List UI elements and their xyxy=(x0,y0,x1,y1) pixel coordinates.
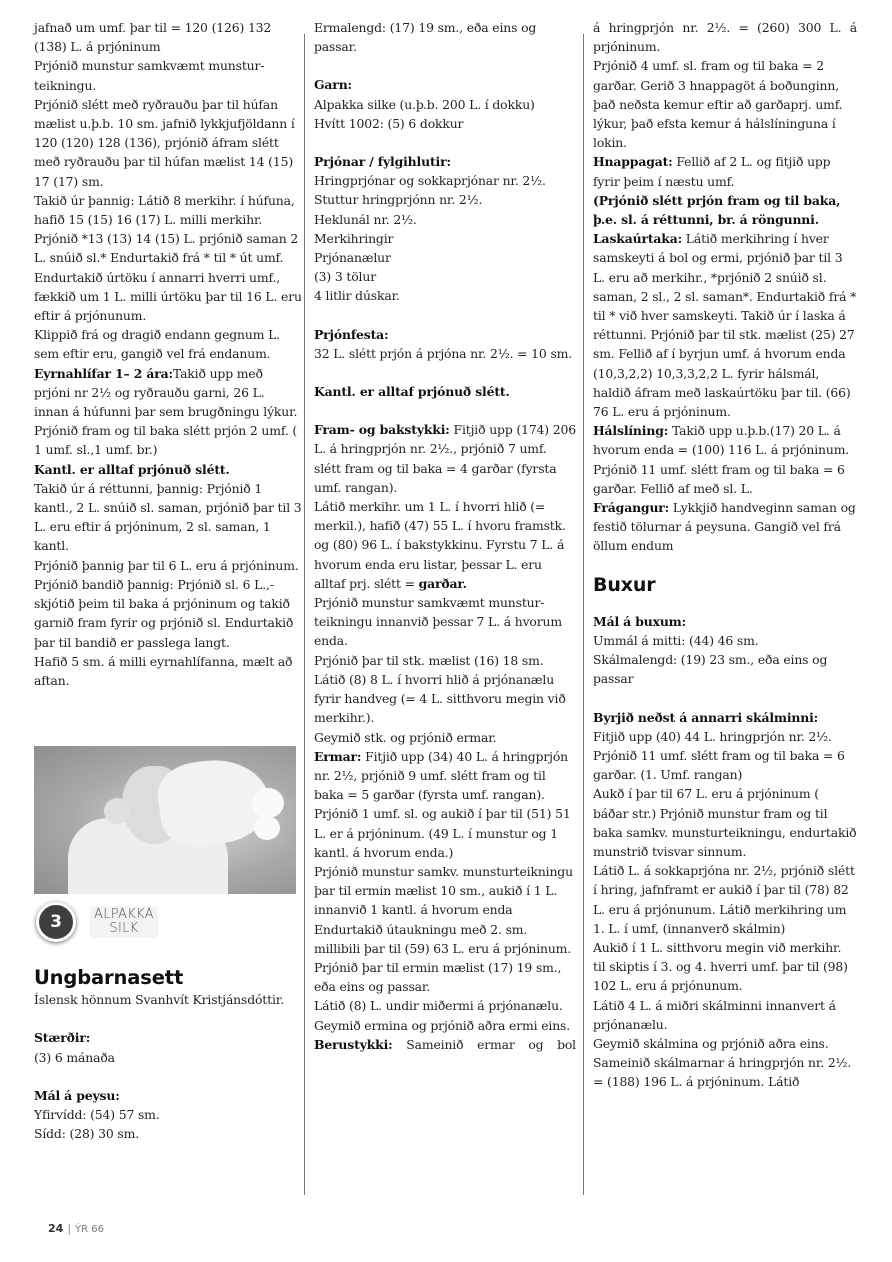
paragraph: Fitjið upp (40) 44 L. hringprjón nr. 2½. xyxy=(593,728,832,744)
paragraph: Endurtakið úrtöku í annarri hverri umf., fækkið um 1 L. milli úrtöku þar til 16 L. eru eftir á prjónunum. xyxy=(34,269,302,324)
footer-separator: | xyxy=(67,1222,72,1235)
finishing-text: Lykkjið handveginn saman og festið tölurnar á peysuna. Gangið vel frá öllum endum xyxy=(593,500,856,554)
leg-start-label xyxy=(593,708,857,727)
sweater-length: Sídd: (28) 30 sm. xyxy=(34,1126,140,1142)
edge-stitch-note-text: Kantl. er alltaf prjónuð slétt. xyxy=(34,461,230,477)
yoke-text: Sameinið ermar og bol xyxy=(392,1036,576,1052)
paragraph: Sameinið skálmarnar á hringprjón nr. 2½. = (188) 196 L. á prjóninum. Látið xyxy=(593,1055,852,1090)
paragraph: á hringprjón nr. 2½. = (260) 300 L. á prjóninum. xyxy=(593,20,857,55)
sweater-width: Yfirvídd: (54) 57 sm. xyxy=(34,1106,160,1122)
pants-leg-length: Skálmalengd: (19) 23 sm., eða eins og passar xyxy=(593,652,828,687)
raglan-label: Laskaúrtaka: xyxy=(593,231,683,247)
ear-flaps-label: Eyrnahlífar 1– 2 ára: xyxy=(34,365,173,381)
page-footer xyxy=(48,1222,104,1235)
pattern-title: Ungbarnasett xyxy=(34,966,184,990)
paragraph: Prjónið þar til ermin mælist (17) 19 sm., eða eins og passar. xyxy=(314,959,562,995)
paragraph: Prjónið fram og til baka slétt prjón 2 umf. ( 1 umf. sl.,1 umf. br.) xyxy=(34,423,298,458)
paragraph: Aukð í þar til 67 L. eru á prjóninum ( báðar str.) Prjónið munstur fram og til baka samkv. munsturteikningu, endurtakið munstrið tvisvar sinnum. xyxy=(593,786,857,859)
sleeves-text: Fitjið upp (34) 40 L. á hringprjón nr. 2½, prjónið 9 umf. slétt fram og til baka = 5 garðar (fyrsta umf. rangan). Prjónið 1 umf. sl. og aukið í þar til (51) 51 L. er á prjóninum. (49 L. í munstur og 1 kantl. á hvorum enda.) xyxy=(314,748,571,860)
paragraph: Prjónið munstur samkvæmt munsturteikningu. xyxy=(34,58,265,93)
yarn-label-text: Garn: xyxy=(314,77,352,93)
front-back-paragraph xyxy=(314,420,576,497)
sleeves-paragraph xyxy=(314,747,576,862)
needles-label-text: Prjónar / fylgihlutir: xyxy=(314,154,451,170)
paragraph: Takið úr á réttunni, þannig: Prjónið 1 kantl., 2 L. snúið sl. saman, prjónið þar til 3 L. eru eftir á prjóninum, 2 sl. saman, 1 kantl. xyxy=(34,480,302,554)
sizes-label-text: Stærðir: xyxy=(34,1030,91,1046)
paragraph: Látið (8) 8 L. í hvorri hlið á prjónanælu fyrir handveg (= 4 L. sitthvoru megin við merkihr.). xyxy=(314,671,566,726)
edge-stitch-note xyxy=(34,460,302,479)
leg-start-label-text: Byrjið neðst á annarri skálminni: xyxy=(593,709,819,725)
ear-flaps-text: Takið upp með prjóni nr 2½ og ryðrauðu garni, 26 L. innan á húfunni þar sem brugðningu lýkur. xyxy=(34,365,298,420)
paragraph: Látið L. á sokkaprjóna nr. 2½, prjónið slétt í hring, jafnframt er aukið í þar til (78) 82 L. eru á prjónunum. Látið merkihring um 1. L. í umf, (innanverð skálmin) xyxy=(593,863,855,936)
raglan-text: Látið merkihring í hver samskeyti á bol og ermi, prjónið þar til 3 L. eru að merkihr., *prjónið 2 snúið sl. saman, 2 sl., 2 sl. saman*. Endurtakið frá * til * við hver samskeyti. Takið úr í laska á réttunni. Prjónið þar til stk. mælist (25) 27 sm. Fellið af í byrjun umf. á hvorum enda (10,3,2,2) 10,3,3,2,2 L. fyrir hálsmál, haldið áfram með laskaúrtöku þar til. (66) 76 L. eru á prjóninum. xyxy=(593,231,857,420)
needles-item: Hringprjónar og sokkaprjónar nr. 2½. xyxy=(314,173,546,189)
garter-bold: garðar. xyxy=(418,575,467,591)
front-back-text: Fitjið upp (174) 206 L. á hringprjón nr. 2½., prjónið 7 umf. slétt fram og til baka = 4 garðar (fyrsta umf. rangan). xyxy=(314,422,576,495)
front-back-text2: Látið merkihr. um 1 L. í hvorri hlið (= merkil.), hafið (47) 55 L. í hvoru framstk. og (80) 96 L. í bakstykkinu. Fyrstu 7 L. á hvorum enda eru listar, þessar L. eru alltaf prj. slétt = xyxy=(314,499,566,591)
sleeve-length: Ermalengd: (17) 19 sm., eða eins og passar. xyxy=(314,20,537,55)
bold-note-text: (Prjónið slétt prjón fram og til baka, þ.e. sl. á réttunni, br. á röngunni. xyxy=(593,192,841,228)
paragraph: Hafið 5 sm. á milli eyrnahlífanna, mælt að aftan. xyxy=(34,653,293,688)
ear-flaps-paragraph xyxy=(34,364,302,422)
raglan-paragraph xyxy=(593,229,857,421)
yarn-brand-logo xyxy=(90,906,158,938)
needles-item: Prjónanælur xyxy=(314,250,391,266)
needles-item: Stuttur hringprjónn nr. 2½. xyxy=(314,192,483,208)
needles-item: Merkihringir xyxy=(314,230,394,246)
gauge-label-text: Prjónfesta: xyxy=(314,326,389,342)
yarn-line: Alpakka silke (u.þ.b. 200 L. í dokku) xyxy=(314,96,535,112)
paragraph: Geymið skálmina og prjónið aðra eins. xyxy=(593,1035,829,1051)
sweater-measure-label xyxy=(34,1086,302,1105)
paragraph: Takið úr þannig: Látið 8 merkihr. í húfuna, hafið 15 (15) 16 (17) L. milli merkihr. xyxy=(34,192,295,228)
yarn-badge-row xyxy=(34,902,302,942)
pants-waist: Ummál á mitti: (44) 46 sm. xyxy=(593,632,759,648)
sizes-label xyxy=(34,1028,302,1047)
paragraph xyxy=(314,497,576,593)
paragraph: Prjónið þar til stk. mælist (16) 18 sm. xyxy=(314,652,544,668)
paragraph: Aukið í 1 L. sitthvoru megin við merkihr. til skiptis í 3. og 4. hverri umf. þar til (98) 102 L. eru á prjónunum. xyxy=(593,939,848,994)
needles-item: Heklunál nr. 2½. xyxy=(314,211,417,227)
neckband-paragraph xyxy=(593,421,857,498)
buttonhole-paragraph xyxy=(593,152,857,190)
paragraph: Prjónið 11 umf. slétt fram og til baka = 6 garðar. (1. Umf. rangan) xyxy=(593,747,845,783)
paragraph: Látið (8) L. undir miðermi á prjónanælu. xyxy=(314,998,563,1014)
pattern-number-badge: 3 xyxy=(36,902,76,942)
baby-photo xyxy=(34,746,296,894)
finishing-label: Frágangur: xyxy=(593,500,670,516)
yoke-label: Berustykki: xyxy=(314,1036,393,1052)
sizes-value: (3) 6 mánaða xyxy=(34,1049,115,1065)
pants-heading: Buxur xyxy=(593,573,656,596)
edge-stitch-note-text: Kantl. er alltaf prjónuð slétt. xyxy=(314,384,510,400)
paragraph: Geymið ermina og prjónið aðra ermi eins. xyxy=(314,1017,571,1033)
yarn-brand-line1: ALPAKKA xyxy=(94,907,154,923)
paragraph: jafnað um umf. þar til = 120 (126) 132 (138) L. á prjóninum xyxy=(34,20,272,55)
column-right xyxy=(593,18,857,1092)
page-number: 24 xyxy=(48,1222,64,1235)
edge-stitch-note xyxy=(314,382,576,401)
gauge-value: 32 L. slétt prjón á prjóna nr. 2½. = 10 sm. xyxy=(314,345,573,361)
paragraph: Prjónið bandið þannig: Prjónið sl. 6 L.,skjótið þeim til baka á prjóninum og takið garnið fram fyrir og prjónið sl. Endurtakið þar til bandið er passlega langt. xyxy=(34,576,294,650)
paragraph: Klippið frá og dragið endann gegnum L. sem eftir eru, gangið vel frá endanum. xyxy=(34,327,280,362)
pants-measure-label-text: Mál á buxum: xyxy=(593,613,687,629)
designer-credit: Íslensk hönnum Svanhvít Kristjánsdóttir. xyxy=(34,992,284,1008)
paragraph: Prjónið slétt með ryðrauðu þar til húfan mælist u.þ.b. 10 sm. jafnið lykkjufjöldann í 120 (120) 128 (136), prjónið áfram slétt með ryðrauðu þar til húfan mælist 14 (15) 17 (17) sm. xyxy=(34,96,295,189)
yarn-brand-line2: SILK xyxy=(109,921,139,937)
front-back-label: Fram- og bakstykki: xyxy=(314,422,450,438)
column-divider xyxy=(583,34,584,1195)
paragraph: Prjónið munstur samkvæmt munsturteikningu innanvið þessar 7 L. á hvorum enda. xyxy=(314,595,562,649)
paragraph: Prjónið *13 (13) 14 (15) L. prjónið saman 2 L. snúið sl.* Endurtakið frá * til * út umf. xyxy=(34,231,299,266)
photo-hand xyxy=(104,798,130,824)
paragraph: Prjónið 4 umf. sl. fram og til baka = 2 garðar. Gerið 3 hnappagöt á boðunginn, það neðsta kemur eftir að garðaprj. umf. lýkur, það efsta kemur á hálslíninguna í lokin. xyxy=(593,58,843,151)
photo-pompom xyxy=(254,816,280,840)
buttonhole-label: Hnappagat: xyxy=(593,154,673,170)
paragraph: Geymið stk. og prjónið ermar. xyxy=(314,729,497,745)
sweater-measure-label-text: Mál á peysu: xyxy=(34,1087,120,1103)
neckband-label: Hálslíning: xyxy=(593,423,669,439)
finishing-paragraph xyxy=(593,498,857,556)
yarn-line: Hvítt 1002: (5) 6 dokkur xyxy=(314,115,464,131)
pants-measure-label xyxy=(593,612,857,631)
column-middle xyxy=(314,18,576,1054)
needles-label xyxy=(314,152,576,171)
paragraph: Látið 4 L. á miðri skálminni innanvert á prjónanælu. xyxy=(593,997,836,1032)
neckband-text: Takið upp u.þ.b.(17) 20 L. á hvorum enda = (100) 116 L. á prjóninum. Prjónið 11 umf. slétt fram og til baka = 6 garðar. Fellið af með sl. L. xyxy=(593,423,850,496)
paragraph: Prjónið munstur samkv. munsturteikningu þar til ermin mælist 10 sm., aukið í 1 L. innanvið 1 kantl. á hvorum enda Endurtakið útaukningu með 2. sm. millibili þar til (59) 63 L. eru á prjóninum. xyxy=(314,863,573,956)
yarn-label xyxy=(314,75,576,94)
buttonhole-text: Fellið af 2 L. og fitjið upp fyrir þeim í næstu umf. xyxy=(593,154,831,189)
bold-note xyxy=(593,191,857,229)
gauge-label xyxy=(314,325,576,344)
magazine-issue: ÝR 66 xyxy=(75,1224,104,1235)
needles-item: (3) 3 tölur xyxy=(314,269,376,285)
yoke-paragraph xyxy=(314,1035,576,1054)
column-divider xyxy=(304,34,305,1195)
photo-pompom xyxy=(252,788,284,818)
sleeves-label: Ermar: xyxy=(314,748,362,764)
needles-item: 4 litlir dúskar. xyxy=(314,288,400,304)
paragraph: Prjónið þannig þar til 6 L. eru á prjóninum. xyxy=(34,557,299,573)
column-left xyxy=(34,18,302,1143)
